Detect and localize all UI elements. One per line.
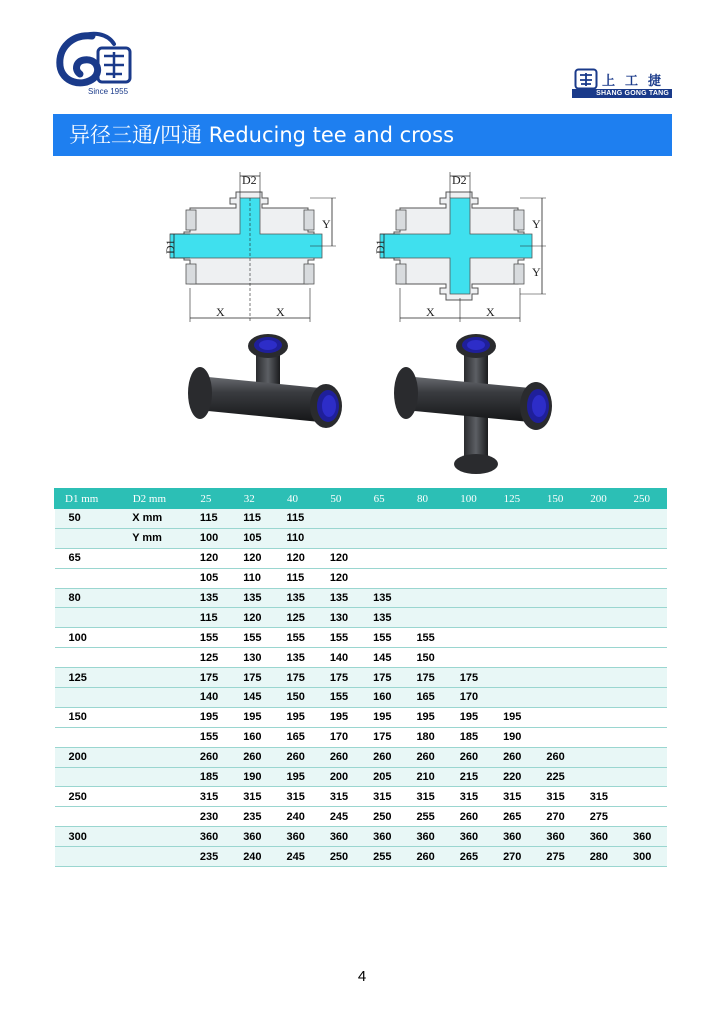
table-cell: 260: [406, 847, 449, 867]
table-cell: 195: [277, 707, 320, 727]
table-cell: 360: [320, 827, 363, 847]
table-cell: 155: [190, 628, 233, 648]
table-cell: 155: [320, 628, 363, 648]
table-cell: 155: [233, 628, 276, 648]
table-cell: [536, 548, 579, 568]
table-cell: 190: [233, 767, 276, 787]
table-cell: [623, 727, 667, 747]
d2-cell: [122, 787, 190, 807]
table-cell: [623, 648, 667, 668]
table-header-cell: 100: [450, 489, 493, 509]
table-row: [55, 688, 667, 708]
table-cell: [493, 548, 536, 568]
d2-cell: [122, 827, 190, 847]
table-row: [55, 548, 667, 568]
table-cell: 260: [363, 747, 406, 767]
table-cell: 135: [190, 588, 233, 608]
table-cell: 270: [536, 807, 579, 827]
table-cell: [493, 688, 536, 708]
table-cell: 140: [190, 688, 233, 708]
table-row: [55, 727, 667, 747]
table-cell: 300: [623, 847, 667, 867]
table-cell: 315: [233, 787, 276, 807]
table-cell: [623, 548, 667, 568]
table-cell: 240: [233, 847, 276, 867]
table-cell: [536, 568, 579, 588]
table-cell: 315: [277, 787, 320, 807]
table-cell: [623, 747, 667, 767]
table-cell: 255: [363, 847, 406, 867]
table-cell: 360: [623, 827, 667, 847]
d2-cell: [122, 608, 190, 628]
table-cell: 245: [320, 807, 363, 827]
x-label-right: X: [486, 305, 495, 319]
table-cell: 185: [190, 767, 233, 787]
table-cell: 195: [406, 707, 449, 727]
tee-section-diagram: [160, 168, 340, 326]
table-cell: 200: [320, 767, 363, 787]
table-cell: 175: [450, 668, 493, 688]
table-header-row: [55, 489, 667, 509]
table-cell: [536, 648, 579, 668]
d1-cell: [55, 648, 123, 668]
table-cell: 195: [190, 707, 233, 727]
table-cell: 205: [363, 767, 406, 787]
d2-cell: [122, 847, 190, 867]
table-cell: 105: [233, 528, 276, 548]
table-cell: 145: [363, 648, 406, 668]
table-cell: [536, 608, 579, 628]
table-cell: 360: [233, 827, 276, 847]
d1-cell: 300: [55, 827, 123, 847]
table-cell: [580, 668, 623, 688]
d2-cell: X mm: [122, 509, 190, 529]
table-cell: [450, 608, 493, 628]
table-cell: [580, 548, 623, 568]
d2-cell: [122, 588, 190, 608]
table-cell: [580, 747, 623, 767]
table-cell: 360: [580, 827, 623, 847]
table-cell: 165: [406, 688, 449, 708]
table-cell: 260: [450, 747, 493, 767]
table-cell: 130: [233, 648, 276, 668]
table-cell: 170: [450, 688, 493, 708]
table-cell: [536, 668, 579, 688]
table-cell: [623, 588, 667, 608]
table-header-cell: 65: [363, 489, 406, 509]
d1-cell: 200: [55, 747, 123, 767]
brand-logo: [572, 68, 672, 100]
table-header-cell: 50: [320, 489, 363, 509]
d1-label: D1: [373, 239, 387, 254]
table-cell: [623, 628, 667, 648]
d1-cell: 80: [55, 588, 123, 608]
table-cell: 105: [190, 568, 233, 588]
table-cell: 250: [363, 807, 406, 827]
table-cell: [536, 528, 579, 548]
table-cell: 185: [450, 727, 493, 747]
table-cell: 125: [277, 608, 320, 628]
tee-3d-image: [180, 326, 355, 456]
table-cell: 360: [277, 827, 320, 847]
table-cell: [580, 568, 623, 588]
d1-cell: [55, 688, 123, 708]
table-cell: [623, 668, 667, 688]
brand-name-en: SHANG GONG TANG: [572, 89, 672, 98]
d1-cell: 100: [55, 628, 123, 648]
table-cell: 195: [320, 707, 363, 727]
table-cell: 120: [233, 608, 276, 628]
table-cell: [580, 688, 623, 708]
x-label-left: X: [426, 305, 435, 319]
table-cell: 155: [406, 628, 449, 648]
table-cell: 275: [536, 847, 579, 867]
logo-mark-icon: [52, 30, 142, 90]
d1-cell: [55, 807, 123, 827]
since-label: Since 1955: [88, 87, 129, 96]
table-cell: [580, 628, 623, 648]
dimension-table: [54, 488, 667, 867]
table-cell: [406, 588, 449, 608]
table-cell: 260: [233, 747, 276, 767]
table-row: [55, 707, 667, 727]
brand-name-cn: 上工捷: [602, 74, 672, 89]
table-cell: [536, 707, 579, 727]
table-row: [55, 648, 667, 668]
d2-cell: [122, 707, 190, 727]
d1-cell: [55, 847, 123, 867]
table-cell: 120: [320, 548, 363, 568]
table-cell: 360: [190, 827, 233, 847]
d2-cell: [122, 548, 190, 568]
table-cell: 250: [320, 847, 363, 867]
table-cell: 210: [406, 767, 449, 787]
y-label: Y: [322, 217, 331, 231]
table-cell: 170: [320, 727, 363, 747]
table-cell: 315: [450, 787, 493, 807]
table-cell: 155: [190, 727, 233, 747]
d2-cell: [122, 747, 190, 767]
table-cell: 135: [233, 588, 276, 608]
table-cell: 115: [190, 509, 233, 529]
table-row: [55, 528, 667, 548]
table-cell: 165: [277, 727, 320, 747]
table-cell: [623, 528, 667, 548]
table-cell: 145: [233, 688, 276, 708]
table-cell: 275: [580, 807, 623, 827]
table-cell: [320, 528, 363, 548]
table-cell: 360: [536, 827, 579, 847]
table-cell: 360: [450, 827, 493, 847]
table-cell: [623, 767, 667, 787]
table-cell: [623, 509, 667, 529]
table-cell: 260: [450, 807, 493, 827]
table-cell: 260: [536, 747, 579, 767]
table-cell: [450, 548, 493, 568]
table-cell: 135: [277, 588, 320, 608]
table-cell: [363, 528, 406, 548]
table-cell: 150: [406, 648, 449, 668]
table-cell: 155: [320, 688, 363, 708]
table-cell: 195: [233, 707, 276, 727]
table-cell: 260: [190, 747, 233, 767]
x-label-right: X: [276, 305, 285, 319]
table-cell: 360: [493, 827, 536, 847]
table-cell: [536, 628, 579, 648]
table-cell: [580, 707, 623, 727]
d2-cell: [122, 688, 190, 708]
y-label-top: Y: [532, 217, 541, 231]
table-cell: 260: [277, 747, 320, 767]
table-cell: 260: [320, 747, 363, 767]
table-cell: 180: [406, 727, 449, 747]
y-label-bottom: Y: [532, 265, 541, 279]
table-cell: 235: [190, 847, 233, 867]
company-logo: [52, 30, 142, 100]
table-cell: 110: [277, 528, 320, 548]
d2-cell: [122, 807, 190, 827]
table-cell: [493, 528, 536, 548]
table-cell: 125: [190, 648, 233, 668]
table-cell: 225: [536, 767, 579, 787]
table-row: [55, 509, 667, 529]
table-cell: [450, 568, 493, 588]
table-cell: 280: [580, 847, 623, 867]
table-cell: [406, 548, 449, 568]
table-row: [55, 628, 667, 648]
d1-cell: [55, 528, 123, 548]
table-cell: [623, 807, 667, 827]
table-row: [55, 747, 667, 767]
table-cell: [406, 568, 449, 588]
table-cell: [536, 727, 579, 747]
cross-3d-image: [390, 326, 565, 476]
table-cell: 175: [363, 727, 406, 747]
table-cell: [580, 528, 623, 548]
table-cell: 175: [363, 668, 406, 688]
table-cell: 175: [233, 668, 276, 688]
table-cell: [450, 648, 493, 668]
table-row: [55, 767, 667, 787]
d2-cell: [122, 668, 190, 688]
table-cell: 115: [277, 568, 320, 588]
d1-cell: 125: [55, 668, 123, 688]
table-cell: 120: [190, 548, 233, 568]
d2-cell: [122, 767, 190, 787]
table-cell: 130: [320, 608, 363, 628]
table-cell: [493, 668, 536, 688]
table-cell: 315: [493, 787, 536, 807]
table-cell: 315: [536, 787, 579, 807]
d2-cell: [122, 727, 190, 747]
table-cell: 120: [320, 568, 363, 588]
table-header-cell: 40: [277, 489, 320, 509]
table-cell: [536, 588, 579, 608]
table-cell: 135: [320, 588, 363, 608]
d2-label: D2: [242, 173, 257, 187]
table-cell: [493, 628, 536, 648]
table-cell: [493, 588, 536, 608]
table-cell: [623, 707, 667, 727]
table-cell: [450, 628, 493, 648]
table-cell: 175: [190, 668, 233, 688]
table-cell: 175: [320, 668, 363, 688]
table-cell: 160: [233, 727, 276, 747]
table-row: [55, 787, 667, 807]
table-header-cell: D2 mm: [122, 489, 190, 509]
d1-cell: 65: [55, 548, 123, 568]
table-cell: [623, 568, 667, 588]
table-cell: [536, 688, 579, 708]
table-cell: [320, 509, 363, 529]
table-cell: [363, 568, 406, 588]
table-cell: 155: [277, 628, 320, 648]
table-cell: 235: [233, 807, 276, 827]
table-cell: [450, 588, 493, 608]
table-cell: 215: [450, 767, 493, 787]
d1-cell: [55, 568, 123, 588]
table-cell: 140: [320, 648, 363, 668]
table-cell: 135: [277, 648, 320, 668]
table-cell: 255: [406, 807, 449, 827]
cross-section-diagram: [370, 168, 550, 326]
table-row: [55, 827, 667, 847]
table-cell: 115: [233, 509, 276, 529]
table-header-cell: 32: [233, 489, 276, 509]
table-cell: [580, 588, 623, 608]
table-cell: [363, 548, 406, 568]
brand-mark-icon: [574, 68, 598, 90]
page-title: 异径三通/四通 Reducing tee and cross: [53, 114, 672, 156]
table-cell: [536, 509, 579, 529]
table-row: [55, 568, 667, 588]
d1-cell: [55, 727, 123, 747]
d1-label: D1: [163, 239, 177, 254]
table-cell: 110: [233, 568, 276, 588]
table-cell: 230: [190, 807, 233, 827]
table-cell: 315: [190, 787, 233, 807]
d2-cell: [122, 648, 190, 668]
table-cell: 190: [493, 727, 536, 747]
table-cell: [580, 727, 623, 747]
table-cell: 260: [406, 747, 449, 767]
table-header-cell: 25: [190, 489, 233, 509]
table-row: [55, 588, 667, 608]
table-cell: 260: [493, 747, 536, 767]
table-cell: 270: [493, 847, 536, 867]
table-row: [55, 847, 667, 867]
table-cell: [580, 767, 623, 787]
table-cell: [623, 608, 667, 628]
table-cell: 135: [363, 608, 406, 628]
table-cell: [493, 608, 536, 628]
d2-cell: [122, 628, 190, 648]
table-cell: 100: [190, 528, 233, 548]
table-header-cell: 250: [623, 489, 667, 509]
table-cell: [450, 528, 493, 548]
d2-cell: Y mm: [122, 528, 190, 548]
table-cell: 245: [277, 847, 320, 867]
table-row: [55, 668, 667, 688]
table-cell: 155: [363, 628, 406, 648]
table-header-cell: 200: [580, 489, 623, 509]
table-cell: 120: [277, 548, 320, 568]
table-cell: 315: [580, 787, 623, 807]
table-header-cell: 80: [406, 489, 449, 509]
table-header-cell: 125: [493, 489, 536, 509]
table-cell: [406, 608, 449, 628]
d2-cell: [122, 568, 190, 588]
table-cell: 175: [277, 668, 320, 688]
d1-cell: [55, 767, 123, 787]
table-row: [55, 608, 667, 628]
table-cell: 360: [406, 827, 449, 847]
table-cell: [493, 509, 536, 529]
table-cell: 150: [277, 688, 320, 708]
table-row: [55, 807, 667, 827]
table-cell: 195: [363, 707, 406, 727]
table-cell: 175: [406, 668, 449, 688]
table-cell: [406, 509, 449, 529]
table-cell: [580, 509, 623, 529]
d1-cell: [55, 608, 123, 628]
table-cell: 120: [233, 548, 276, 568]
table-cell: 195: [450, 707, 493, 727]
table-cell: 195: [493, 707, 536, 727]
table-cell: [580, 648, 623, 668]
table-header-cell: D1 mm: [55, 489, 123, 509]
table-cell: [580, 608, 623, 628]
d1-cell: 50: [55, 509, 123, 529]
table-cell: [623, 787, 667, 807]
table-cell: 220: [493, 767, 536, 787]
table-cell: 160: [363, 688, 406, 708]
table-body: [55, 509, 667, 867]
table-cell: [450, 509, 493, 529]
table-cell: 115: [190, 608, 233, 628]
table-cell: [406, 528, 449, 548]
x-label-left: X: [216, 305, 225, 319]
page-number: 4: [357, 968, 367, 985]
table-cell: 115: [277, 509, 320, 529]
table-cell: 265: [450, 847, 493, 867]
table-cell: 265: [493, 807, 536, 827]
table-cell: [493, 648, 536, 668]
table-cell: [493, 568, 536, 588]
table-cell: 135: [363, 588, 406, 608]
table-cell: 315: [320, 787, 363, 807]
d1-cell: 250: [55, 787, 123, 807]
table-cell: 315: [363, 787, 406, 807]
table-cell: 315: [406, 787, 449, 807]
table-cell: 240: [277, 807, 320, 827]
d1-cell: 150: [55, 707, 123, 727]
table-cell: 360: [363, 827, 406, 847]
table-cell: [363, 509, 406, 529]
table-cell: [623, 688, 667, 708]
table-cell: 195: [277, 767, 320, 787]
d2-label: D2: [452, 173, 467, 187]
table-header-cell: 150: [536, 489, 579, 509]
